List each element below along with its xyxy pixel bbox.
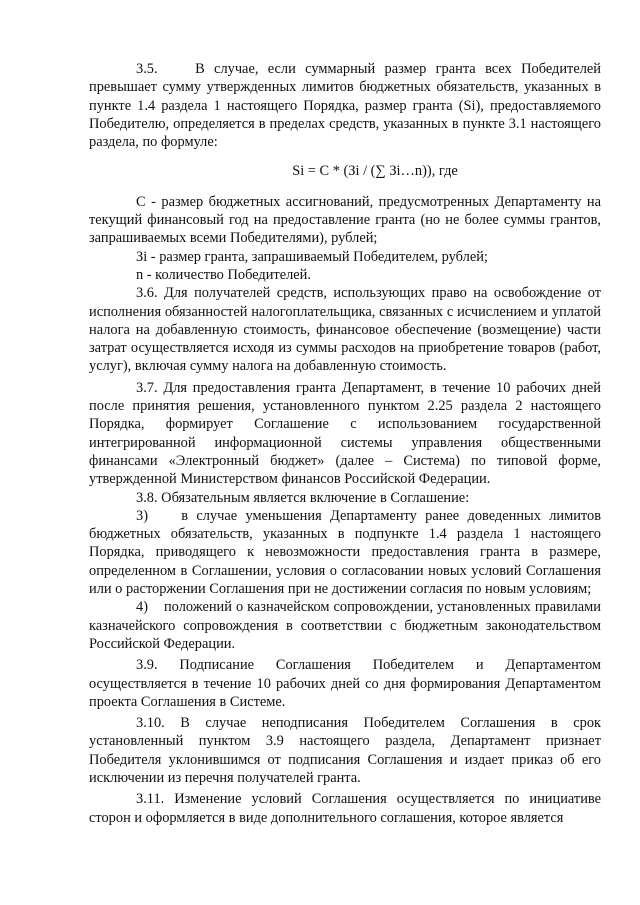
paragraph-3-6: 3.6. Для получателей средств, использующих право на освобождение от исполнения обязанностей налогоплательщика, связанных с исчислением и уплатой налога на добавленную стоимость, финансовое обеспечение (возмещение) части затрат осуществляется исходя из суммы расходов на приобретение товаров (работ, услуг), включая сумму налога на добавленную стоимость. [89, 285, 601, 375]
document-page [89, 60, 601, 827]
subitem-3: 3) в случае уменьшения Департаменту ранее доведенных лимитов бюджетных обязательств, указанных в подпункте 1.4 раздела 1 настоящего Порядка, приводящего к невозможности предоставления гранта в размере, определенном в Соглашении, условия о согласовании новых условий Соглашения или о расторжении Соглашения при не достижении согласия по новым условиям; [89, 507, 601, 598]
grant-formula: Si = С * (Зi / (∑ Зi…n)), где [292, 163, 458, 180]
paragraph-3-10: 3.10. В случае неподписания Победителем Соглашения в срок установленный пунктом 3.9 настоящего раздела, Департамент признает Победителя уклонившимся от подписания Соглашения и издает приказ об его исключении из перечня получателей гранта. [89, 715, 601, 786]
subitem-4: 4) положений о казначейском сопровождении, установленных правилами казначейского сопровождения в соответствии с бюджетным законодательством Российской Федерации. [89, 599, 601, 652]
paragraph-3-8: 3.8. Обязательным является включение в Соглашение: [136, 489, 470, 506]
paragraph-3-5: 3.5. В случае, если суммарный размер гранта всех Победителей превышает сумму утвержденных лимитов бюджетных обязательств, указанных в пункте 1.4 раздела 1 настоящего Порядка, размер гранта (Si), предоставляемого Победителю, определяется в пределах средств, указанных в пункте 3.1 настоящего раздела, по формуле: [89, 61, 601, 151]
paragraph-3-11: 3.11. Изменение условий Соглашения осуществляется по инициативе сторон и оформляется в виде дополнительного соглашения, которое является [89, 791, 601, 826]
definition-zi: Зi - размер гранта, запрашиваемый Победителем, рублей; [136, 248, 488, 265]
definition-n: n - количество Победителей. [136, 266, 311, 283]
definition-c: С - размер бюджетных ассигнований, предусмотренных Департаменту на текущий финансовый год на предоставление гранта (но не более суммы грантов, запрашиваемых всеми Победителями), рублей; [89, 193, 601, 247]
paragraph-3-9: 3.9. Подписание Соглашения Победителем и Департаментом осуществляется в течение 10 рабочих дней со дня формирования Департаментом проекта Соглашения в Системе. [89, 657, 601, 710]
paragraph-3-7: 3.7. Для предоставления гранта Департамент, в течение 10 рабочих дней после принятия решения, установленного пунктом 2.25 раздела 2 настоящего Порядка, формирует Соглашение с использованием государственной интегрированной информационной системы управления общественными финансами «Электронный бюджет» (далее – Система) по типовой форме, утвержденной Министерством финансов Российской Федерации. [89, 379, 601, 488]
